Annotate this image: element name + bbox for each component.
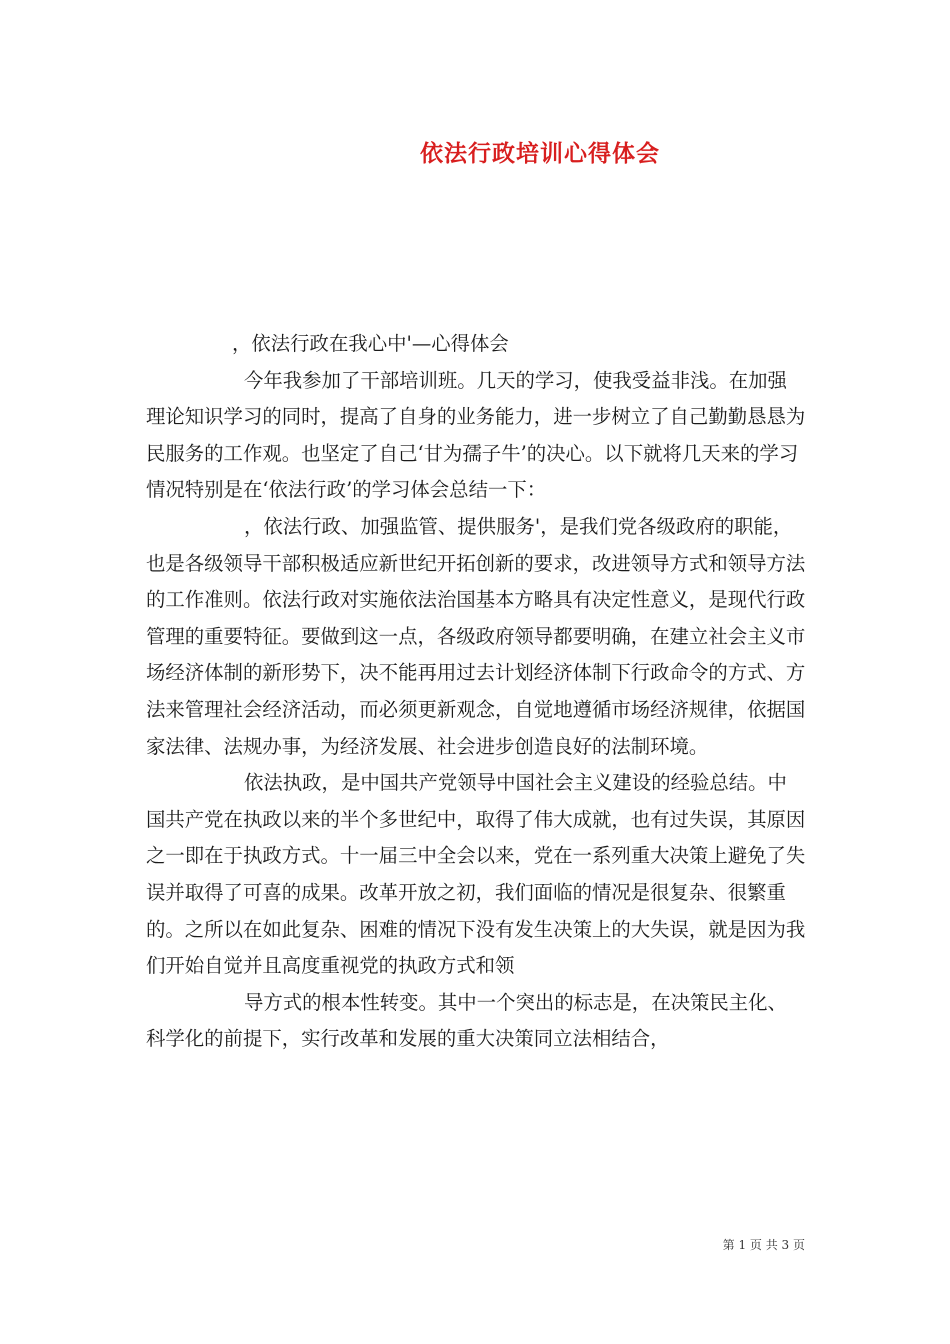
paragraph-4: 导方式的根本性转变。其中一个突出的标志是，在决策民主化、科学化的前提下，实行改革和发展的重大决策同立法相结合， [146,990,787,1051]
page-number: 第 1 页 共 3 页 [722,1238,805,1252]
paragraph-1: 今年我参加了干部培训班。几天的学习，使我受益非浅。在加强理论知识学习的同时，提高了自身的业务能力，进一步树立了自己勤勤恳恳为民服务的工作观。也坚定了自己‘甘为孺子牛’的决心。以下就将几天来的学习情况特别是在‘依法行政’的学习体会总结一下： [146,368,806,502]
paragraph-2: ，依法行政、加强监管、提供服务'，是我们党各级政府的职能，也是各级领导干部积极适应新世纪开拓创新的要求，改进领导方式和领导方法的工作准则。依法行政对实施依法治国基本方略具有决定性意义，是现代行政管理的重要特征。要做到这一点，各级政府领导都要明确，在建立社会主义市场经济体制的新形势下，决不能再用过去计划经济体制下行政命令的方式、方法来管理社会经济活动，而必须更新观念，自觉地遵循市场经济规律，依据国家法律、法规办事，为经济发展、社会进步创造良好的法制环境。 [146,514,806,758]
document-subtitle: ，依法行政在我心中'—心得体会 [232,332,509,355]
paragraph-3: 依法执政，是中国共产党领导中国社会主义建设的经验总结。中国共产党在执政以来的半个多世纪中，取得了伟大成就，也有过失误，其原因之一即在于执政方式。十一届三中全会以来，党在一系列重大决策上避免了失误并取得了可喜的成果。改革开放之初，我们面临的情况是很复杂、很繁重的。之所以在如此复杂、困难的情况下没有发生决策上的大失误，就是因为我们开始自觉并且高度重视党的执政方式和领 [146,771,806,978]
document-body [146,326,806,1058]
document-title: 依法行政培训心得体会 [420,140,660,167]
